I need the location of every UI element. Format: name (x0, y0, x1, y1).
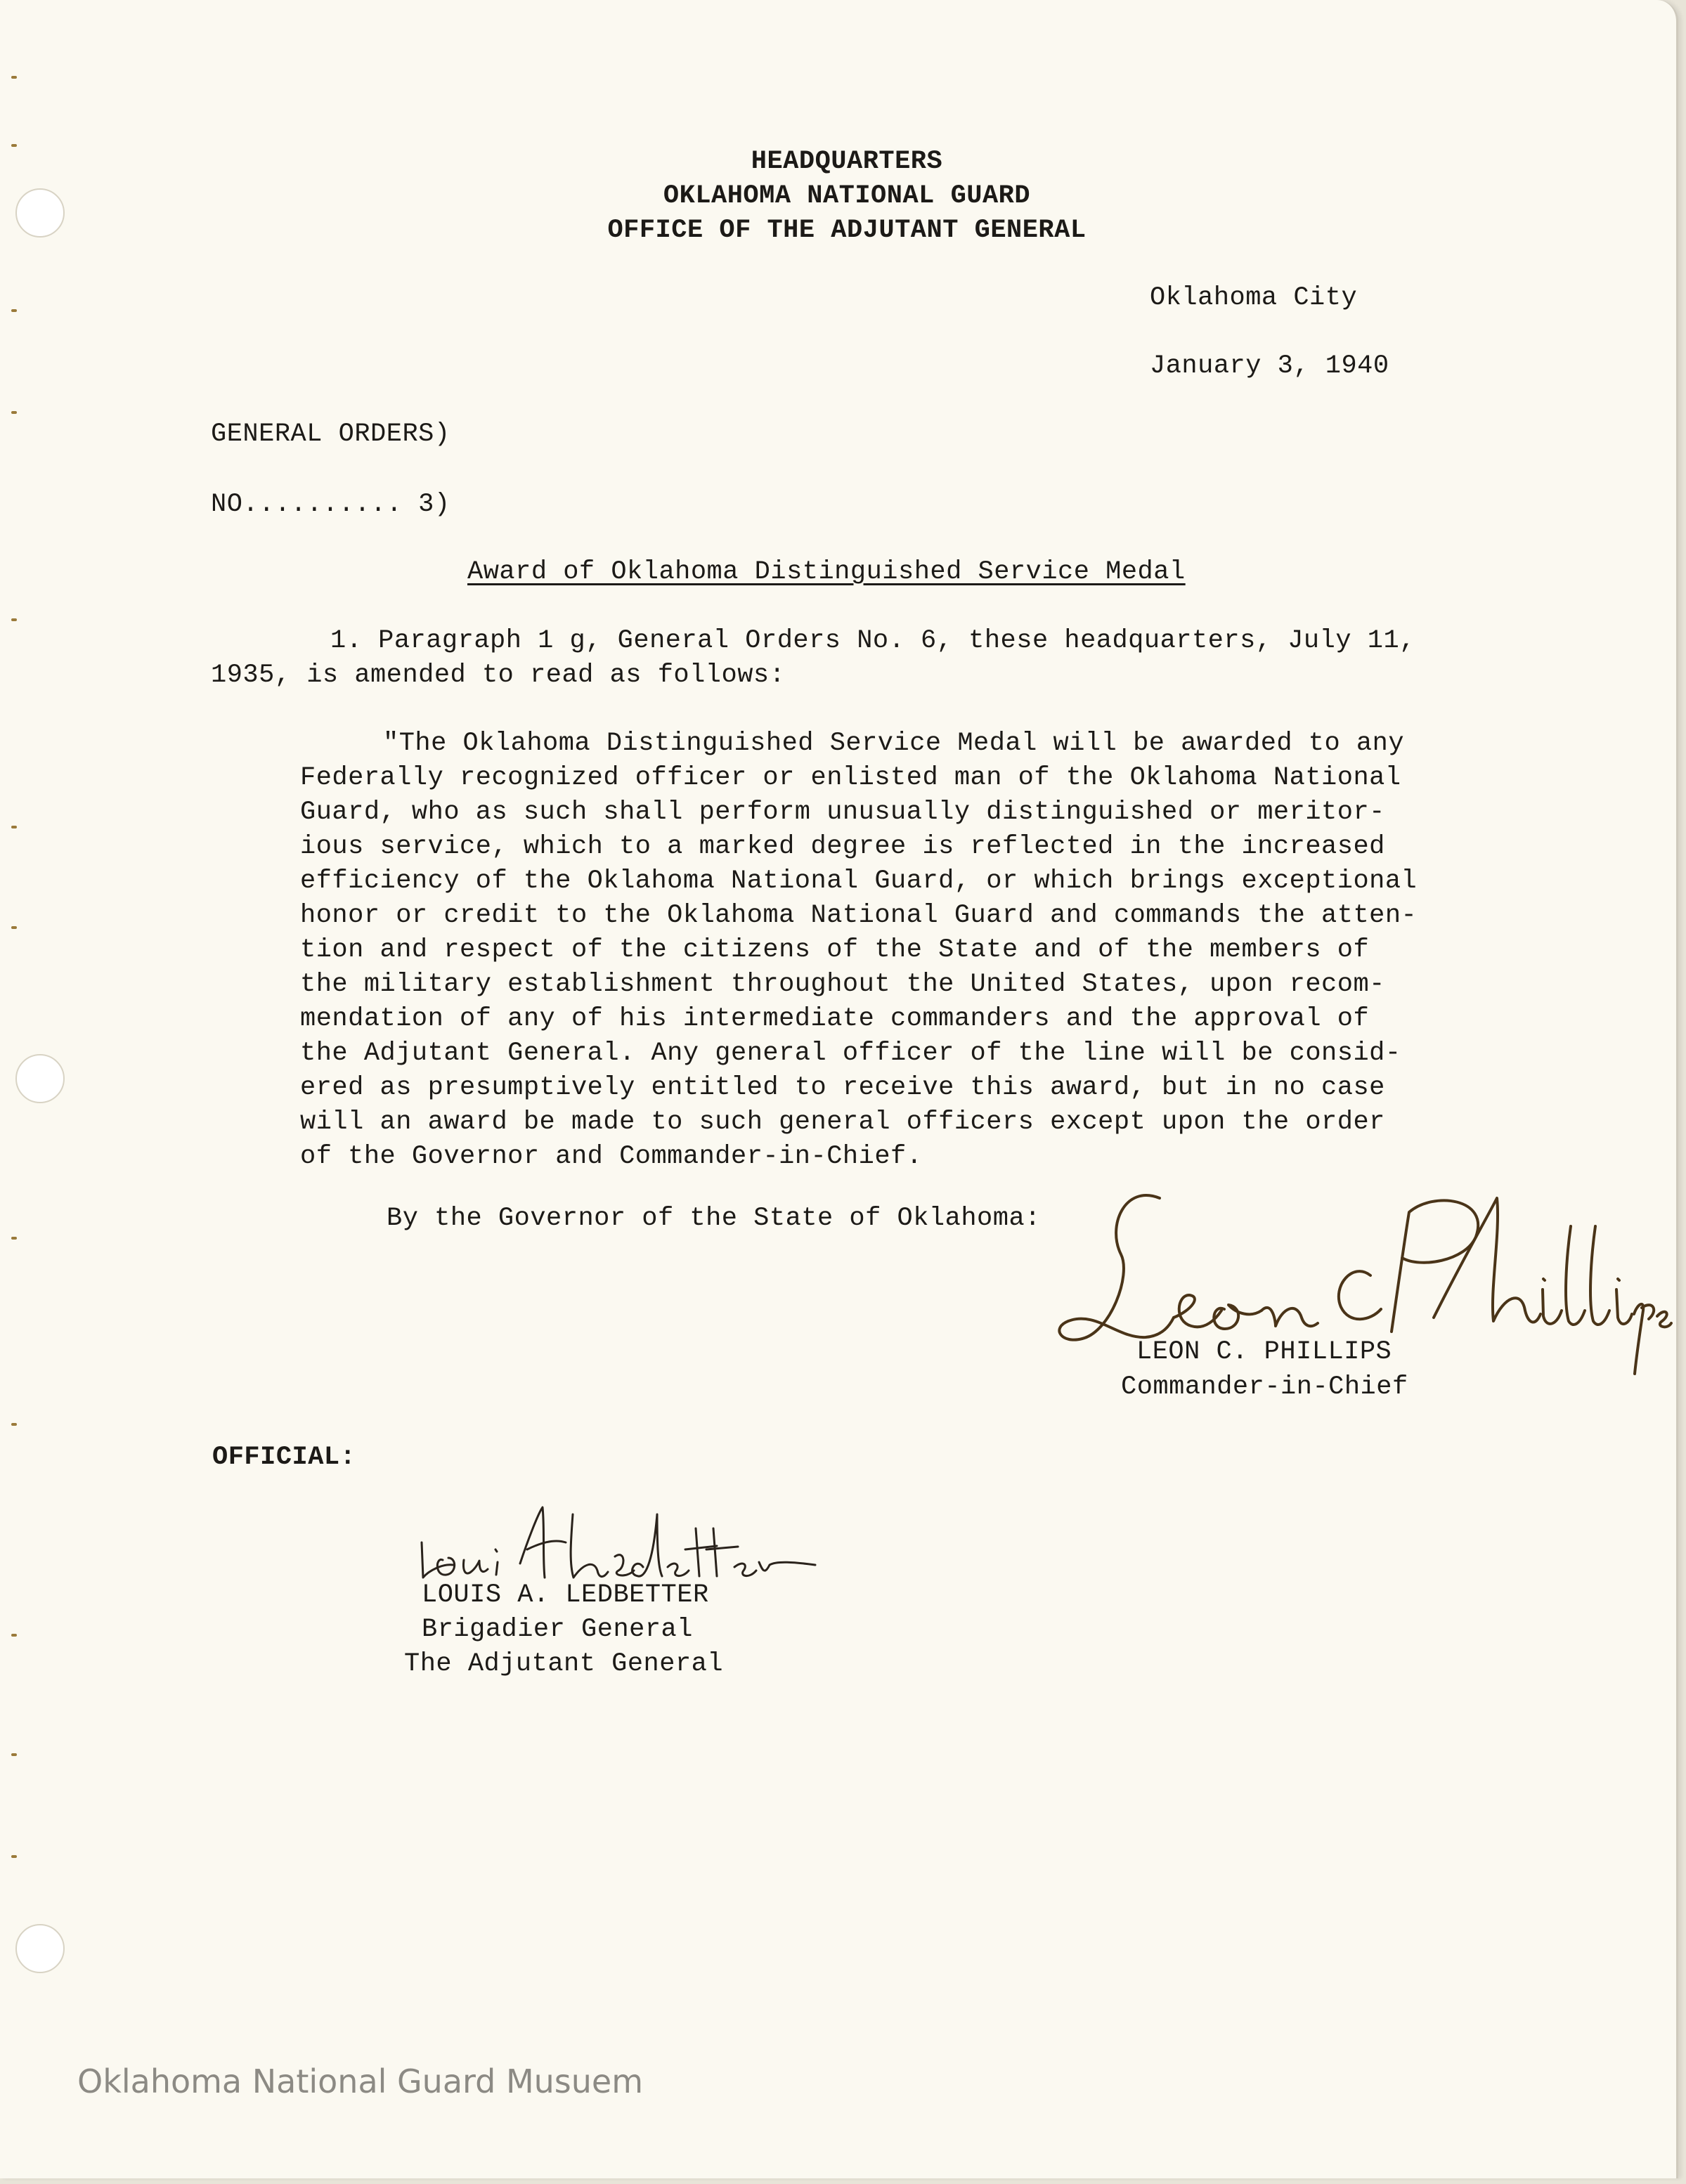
quote-line: will an award be made to such general officers except upon the order (300, 1107, 1385, 1137)
punch-hole-middle (15, 1054, 65, 1103)
official-label: OFFICIAL: (212, 1443, 356, 1472)
quote-line: mendation of any of his intermediate commanders and the approval of (300, 1004, 1370, 1034)
general-orders-number: NO.......... 3) (211, 490, 450, 519)
document-place: Oklahoma City (1150, 283, 1358, 313)
adjutant-title: The Adjutant General (404, 1649, 724, 1679)
margin-speck (11, 411, 17, 414)
governor-authority-line: By the Governor of the State of Oklahoma: (387, 1204, 1041, 1233)
header-headquarters: HEADQUARTERS (751, 147, 943, 176)
quote-line: the Adjutant General. Any general officer of the line will be consid- (300, 1039, 1401, 1068)
margin-speck (11, 1753, 17, 1756)
quote-line: tion and respect of the citizens of the State and of the members of (300, 935, 1370, 965)
margin-speck (11, 618, 17, 621)
quote-line: "The Oklahoma Distinguished Service Medal will be awarded to any (383, 729, 1405, 758)
general-orders-label: GENERAL ORDERS) (211, 420, 450, 449)
adjutant-rank: Brigadier General (422, 1615, 693, 1644)
margin-speck (11, 926, 17, 929)
quote-line: efficiency of the Oklahoma National Guard, or which brings exceptional (300, 866, 1418, 896)
quote-line: of the Governor and Commander-in-Chief. (300, 1142, 923, 1171)
governor-name: LEON C. PHILLIPS (1136, 1337, 1392, 1367)
governor-title: Commander-in-Chief (1121, 1372, 1408, 1402)
museum-watermark: Oklahoma National Guard Musuem (77, 2062, 644, 2100)
paragraph-1-line-2: 1935, is amended to read as follows: (211, 661, 786, 690)
header-organization: OKLAHOMA NATIONAL GUARD (663, 181, 1031, 211)
margin-speck (11, 1423, 17, 1426)
margin-speck (11, 1634, 17, 1637)
quote-line: honor or credit to the Oklahoma National Guard and commands the atten- (300, 901, 1418, 930)
margin-speck (11, 144, 17, 147)
margin-speck (11, 1237, 17, 1240)
quote-line: ered as presumptively entitled to receive this award, but in no case (300, 1073, 1385, 1103)
quote-line: ious service, which to a marked degree is reflected in the increased (300, 832, 1385, 862)
margin-speck (11, 826, 17, 828)
quote-line: Guard, who as such shall perform unusually distinguished or meritor- (300, 798, 1385, 827)
margin-speck (11, 76, 17, 79)
document-date: January 3, 1940 (1150, 351, 1389, 381)
quote-line: Federally recognized officer or enlisted man of the Oklahoma National (300, 763, 1401, 793)
punch-hole-bottom (15, 1924, 65, 1973)
margin-speck (11, 309, 17, 312)
quote-line: the military establishment throughout the United States, upon recom- (300, 970, 1385, 999)
margin-speck (11, 1855, 17, 1858)
paragraph-1-line-1: 1. Paragraph 1 g, General Orders No. 6, these headquarters, July 11, (330, 626, 1415, 656)
header-office: OFFICE OF THE ADJUTANT GENERAL (607, 216, 1087, 245)
punch-hole-top (15, 188, 65, 238)
subject-heading: Award of Oklahoma Distinguished Service Medal (467, 557, 1186, 587)
adjutant-name: LOUIS A. LEDBETTER (422, 1580, 709, 1610)
